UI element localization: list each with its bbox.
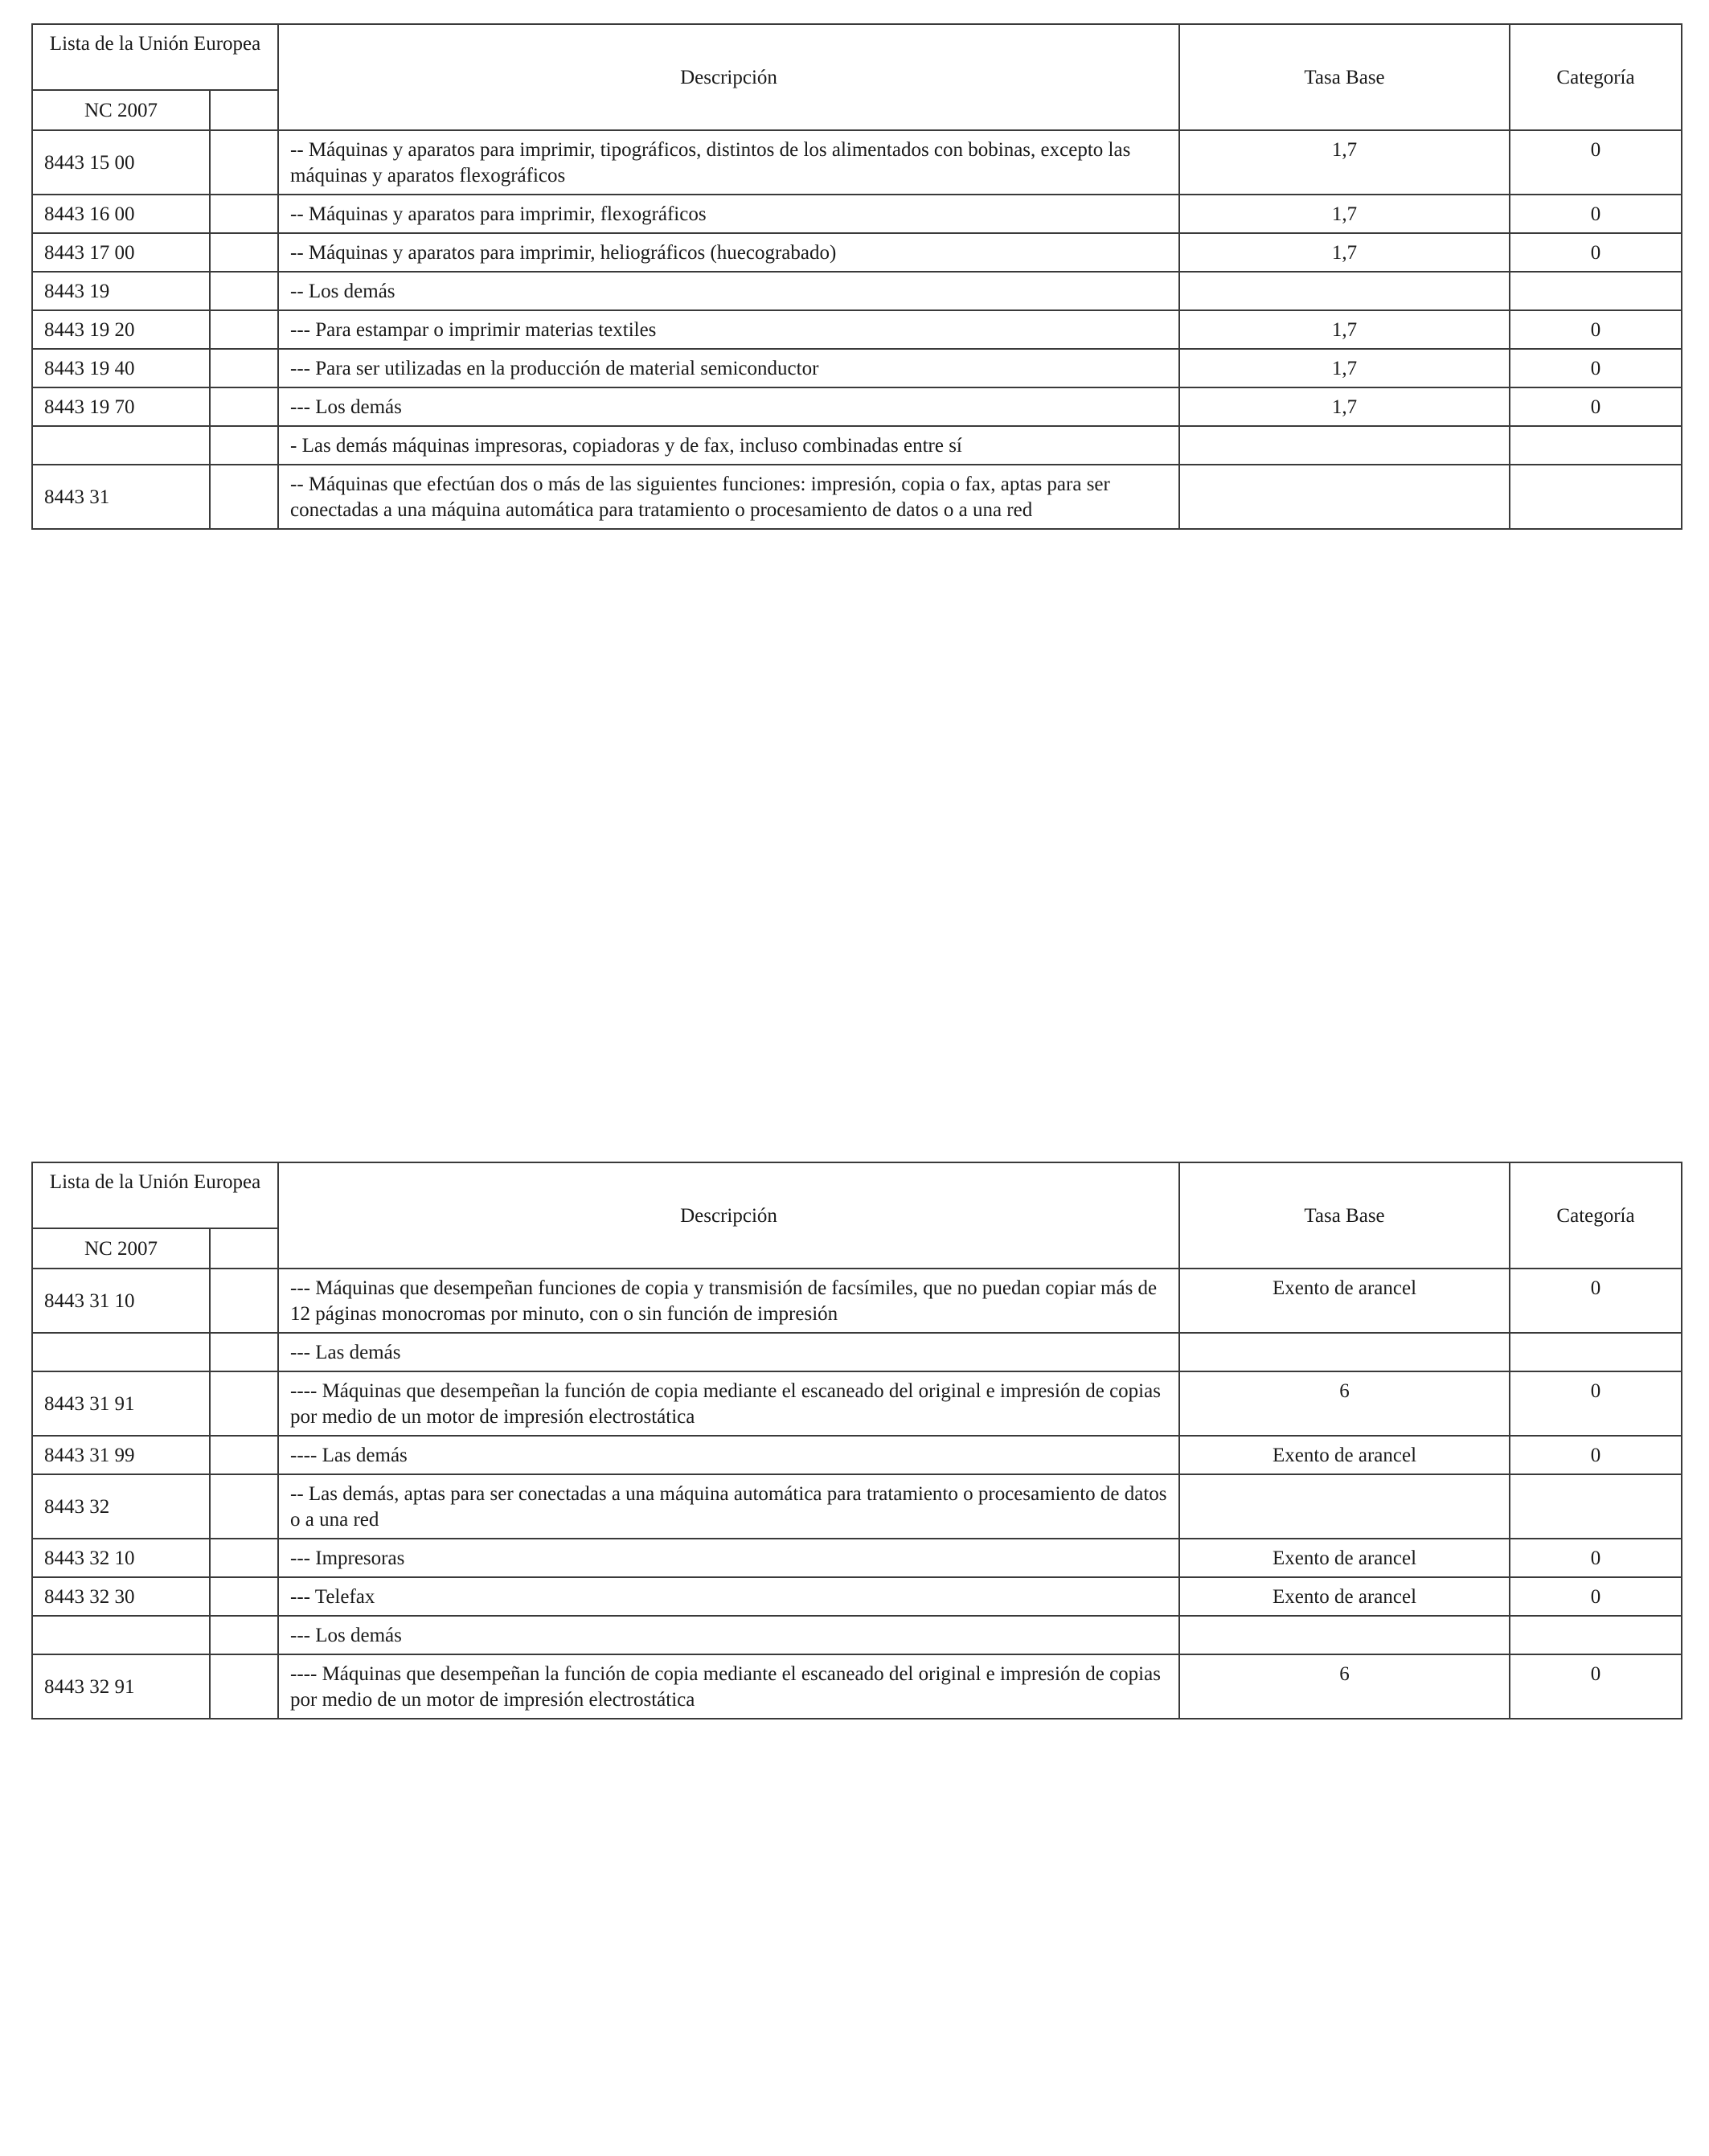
table-row bbox=[32, 1577, 1682, 1616]
base-rate: 6 bbox=[1179, 1654, 1510, 1719]
category: 0 bbox=[1510, 387, 1682, 426]
category: 0 bbox=[1510, 349, 1682, 387]
blank-cell bbox=[210, 1474, 278, 1539]
base-rate: Exento de arancel bbox=[1179, 1269, 1510, 1333]
blank-cell bbox=[210, 1654, 278, 1719]
description: --- Impresoras bbox=[278, 1539, 1179, 1577]
base-rate: 1,7 bbox=[1179, 349, 1510, 387]
table-row bbox=[32, 195, 1682, 233]
table-row bbox=[32, 349, 1682, 387]
base-rate: Exento de arancel bbox=[1179, 1436, 1510, 1474]
base-rate: 1,7 bbox=[1179, 387, 1510, 426]
tariff-table-2 bbox=[31, 1162, 1682, 1719]
category: 0 bbox=[1510, 1269, 1682, 1333]
category: 0 bbox=[1510, 130, 1682, 195]
category: 0 bbox=[1510, 195, 1682, 233]
tariff-table-1 bbox=[31, 23, 1682, 530]
category: 0 bbox=[1510, 1371, 1682, 1436]
table-row bbox=[32, 272, 1682, 310]
category bbox=[1510, 465, 1682, 529]
table-header bbox=[32, 24, 1682, 130]
description: -- Los demás bbox=[278, 272, 1179, 310]
header-category: Categoría bbox=[1510, 1162, 1682, 1269]
description: --- Las demás bbox=[278, 1333, 1179, 1371]
header-rate: Tasa Base bbox=[1179, 24, 1510, 130]
table-row bbox=[32, 1436, 1682, 1474]
hs-code: 8443 31 91 bbox=[32, 1371, 210, 1436]
blank-cell bbox=[210, 1333, 278, 1371]
description: -- Máquinas que efectúan dos o más de las siguientes funciones: impresión, copia o fax, aptas para ser conectadas a una máquina automática para tratamiento o procesamiento de datos o a una red bbox=[278, 465, 1179, 529]
hs-code: 8443 32 91 bbox=[32, 1654, 210, 1719]
category bbox=[1510, 1474, 1682, 1539]
blank-cell bbox=[210, 426, 278, 465]
description: - Las demás máquinas impresoras, copiadoras y de fax, incluso combinadas entre sí bbox=[278, 426, 1179, 465]
table-row bbox=[32, 1333, 1682, 1371]
base-rate bbox=[1179, 272, 1510, 310]
base-rate bbox=[1179, 426, 1510, 465]
category: 0 bbox=[1510, 1436, 1682, 1474]
hs-code: 8443 31 bbox=[32, 465, 210, 529]
table-row bbox=[32, 465, 1682, 529]
header-list: Lista de la Unión Europea bbox=[32, 1162, 278, 1228]
description: -- Las demás, aptas para ser conectadas a una máquina automática para tratamiento o procesamiento de datos o a una red bbox=[278, 1474, 1179, 1539]
header-nc-blank bbox=[210, 90, 278, 130]
blank-cell bbox=[210, 1616, 278, 1654]
hs-code bbox=[32, 426, 210, 465]
hs-code: 8443 15 00 bbox=[32, 130, 210, 195]
description: --- Los demás bbox=[278, 1616, 1179, 1654]
base-rate: 1,7 bbox=[1179, 233, 1510, 272]
blank-cell bbox=[210, 349, 278, 387]
base-rate bbox=[1179, 1474, 1510, 1539]
table-row bbox=[32, 1269, 1682, 1333]
description: --- Para estampar o imprimir materias textiles bbox=[278, 310, 1179, 349]
description: --- Los demás bbox=[278, 387, 1179, 426]
blank-cell bbox=[210, 233, 278, 272]
category: 0 bbox=[1510, 233, 1682, 272]
blank-cell bbox=[210, 1269, 278, 1333]
table-row bbox=[32, 1616, 1682, 1654]
table-body bbox=[32, 1269, 1682, 1719]
description: ---- Máquinas que desempeñan la función de copia mediante el escaneado del original e impresión de copias por medio de un motor de impresión electrostática bbox=[278, 1371, 1179, 1436]
description: ---- Las demás bbox=[278, 1436, 1179, 1474]
base-rate: Exento de arancel bbox=[1179, 1539, 1510, 1577]
hs-code: 8443 32 bbox=[32, 1474, 210, 1539]
header-nc-blank bbox=[210, 1228, 278, 1269]
blank-cell bbox=[210, 1577, 278, 1616]
hs-code: 8443 32 30 bbox=[32, 1577, 210, 1616]
hs-code: 8443 19 40 bbox=[32, 349, 210, 387]
table-row bbox=[32, 130, 1682, 195]
header-nc: NC 2007 bbox=[32, 1228, 210, 1269]
base-rate bbox=[1179, 1616, 1510, 1654]
category: 0 bbox=[1510, 310, 1682, 349]
description: -- Máquinas y aparatos para imprimir, flexográficos bbox=[278, 195, 1179, 233]
table-row bbox=[32, 426, 1682, 465]
hs-code: 8443 19 bbox=[32, 272, 210, 310]
hs-code: 8443 17 00 bbox=[32, 233, 210, 272]
header-category: Categoría bbox=[1510, 24, 1682, 130]
description: --- Máquinas que desempeñan funciones de copia y transmisión de facsímiles, que no puedan copiar más de 12 páginas monocromas por minuto, con o sin función de impresión bbox=[278, 1269, 1179, 1333]
blank-cell bbox=[210, 130, 278, 195]
category: 0 bbox=[1510, 1577, 1682, 1616]
category bbox=[1510, 1616, 1682, 1654]
table-row bbox=[32, 310, 1682, 349]
base-rate: 1,7 bbox=[1179, 130, 1510, 195]
header-description: Descripción bbox=[278, 24, 1179, 130]
table-row bbox=[32, 1371, 1682, 1436]
base-rate bbox=[1179, 1333, 1510, 1371]
blank-cell bbox=[210, 310, 278, 349]
description: ---- Máquinas que desempeñan la función de copia mediante el escaneado del original e impresión de copias por medio de un motor de impresión electrostática bbox=[278, 1654, 1179, 1719]
hs-code: 8443 31 99 bbox=[32, 1436, 210, 1474]
blank-cell bbox=[210, 465, 278, 529]
blank-cell bbox=[210, 1436, 278, 1474]
blank-cell bbox=[210, 1539, 278, 1577]
hs-code: 8443 32 10 bbox=[32, 1539, 210, 1577]
blank-cell bbox=[210, 387, 278, 426]
category: 0 bbox=[1510, 1654, 1682, 1719]
table-row bbox=[32, 1474, 1682, 1539]
header-description: Descripción bbox=[278, 1162, 1179, 1269]
description: --- Para ser utilizadas en la producción de material semiconductor bbox=[278, 349, 1179, 387]
table-row bbox=[32, 233, 1682, 272]
hs-code: 8443 16 00 bbox=[32, 195, 210, 233]
header-rate: Tasa Base bbox=[1179, 1162, 1510, 1269]
blank-cell bbox=[210, 1371, 278, 1436]
table-body bbox=[32, 130, 1682, 529]
table-row bbox=[32, 387, 1682, 426]
blank-cell bbox=[210, 195, 278, 233]
hs-code bbox=[32, 1616, 210, 1654]
hs-code: 8443 31 10 bbox=[32, 1269, 210, 1333]
table-header bbox=[32, 1162, 1682, 1269]
base-rate: 1,7 bbox=[1179, 310, 1510, 349]
hs-code: 8443 19 20 bbox=[32, 310, 210, 349]
table-row bbox=[32, 1654, 1682, 1719]
header-list: Lista de la Unión Europea bbox=[32, 24, 278, 90]
header-nc: NC 2007 bbox=[32, 90, 210, 130]
base-rate: 1,7 bbox=[1179, 195, 1510, 233]
hs-code bbox=[32, 1333, 210, 1371]
category bbox=[1510, 426, 1682, 465]
category: 0 bbox=[1510, 1539, 1682, 1577]
base-rate: Exento de arancel bbox=[1179, 1577, 1510, 1616]
table-row bbox=[32, 1539, 1682, 1577]
description: -- Máquinas y aparatos para imprimir, heliográficos (huecograbado) bbox=[278, 233, 1179, 272]
base-rate: 6 bbox=[1179, 1371, 1510, 1436]
category bbox=[1510, 1333, 1682, 1371]
blank-cell bbox=[210, 272, 278, 310]
hs-code: 8443 19 70 bbox=[32, 387, 210, 426]
category bbox=[1510, 272, 1682, 310]
description: --- Telefax bbox=[278, 1577, 1179, 1616]
description: -- Máquinas y aparatos para imprimir, tipográficos, distintos de los alimentados con bobinas, excepto las máquinas y aparatos flexográficos bbox=[278, 130, 1179, 195]
base-rate bbox=[1179, 465, 1510, 529]
